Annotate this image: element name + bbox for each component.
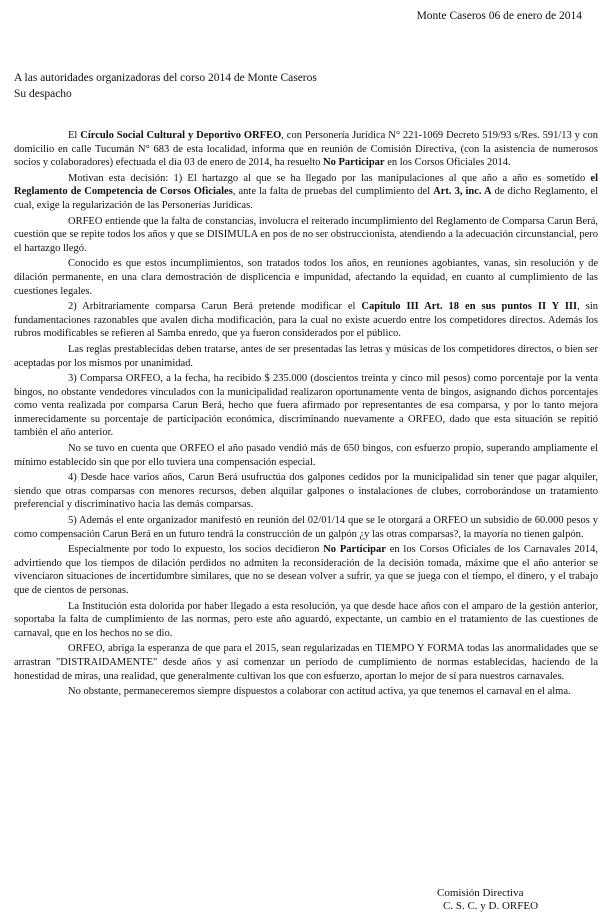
signature-block xyxy=(437,887,538,912)
paragraph-text: en los Corsos Oficiales de los Carnavales 2014, advirtiendo que los tiempos de dilación perdidos no admiten la reconsideración de la decisión tomada, máxime que el año anterior se vivenciaron situaciones de incertidumbre similares, que no se desean volver a sufrir, ya que se juega con el tiempo, el dinero, y el trabajo que de cientos de personas. xyxy=(14,544,598,596)
signature-line-1: Comisión Directiva xyxy=(437,887,524,899)
paragraph-text: No obstante, permaneceremos siempre dispuestos a colaborar con actitud activa, ya que tenemos el carnaval en el alma. xyxy=(68,686,571,698)
signature-line-2: C. S. C. y D. ORFEO xyxy=(443,899,539,912)
paragraph-text: No se tuvo en cuenta que ORFEO el año pasado vendió más de 650 bingos, con esfuerzo propio, superando ampliamente el mínimo establecido sin que por ello tuviera una compensación especial. xyxy=(14,443,598,468)
paragraph-text: 5) Además el ente organizador manifestó en reunión del 02/01/14 que se le otorgará a ORFEO un subsidio de 60.000 pesos y como compensación Carun Berá en un futuro tendrá la construcción de un galpón ¿y las otras comparsas?, la mayoría no tienen galpón. xyxy=(14,515,598,540)
paragraph-text: , con Personería Jurídica N° 221-1069 Decreto 519/93 s/Res. 591/13 y con domicilio en calle Tucumán N° 683 de esta localidad, informa que en reunión de Comisión Directiva, (con la asistencia de numerosos socios y colaboradores) efectuada el día 03 de enero de 2014, ha resuelto xyxy=(14,130,598,169)
paragraph-text: La Institución esta dolorida por haber llegado a esta resolución, ya que desde hace años con el amparo de la gestión anterior, soportaba la falta de cumplimiento de las normas, pero este año aguardó, expectante, un cambio en el tratamiento de las cuestiones de carnaval, que en los hechos no se dio. xyxy=(14,600,598,639)
body-paragraph xyxy=(14,343,598,370)
emphasis-text: No Participar xyxy=(323,157,385,169)
body-paragraph xyxy=(14,129,598,170)
body-paragraph xyxy=(14,543,598,597)
body-paragraph xyxy=(14,372,598,440)
body-paragraph xyxy=(14,172,598,213)
emphasis-text: Círculo Social Cultural y Deportivo ORFEO xyxy=(80,130,282,141)
body-paragraph xyxy=(14,442,598,469)
body-paragraph xyxy=(14,257,598,298)
body-paragraph xyxy=(14,215,598,256)
letter-body xyxy=(14,129,598,701)
paragraph-text: Motivan esta decisión: 1) El hartazgo al que se ha llegado por las manipulaciones al que año a año es sometido xyxy=(68,172,591,184)
paragraph-text: Las reglas prestablecidas deben tratarse, antes de ser presentadas las letras y músicas de los competidores directos, o bien ser aceptadas por los mismos por unanimidad. xyxy=(14,343,598,369)
paragraph-text: 4) Desde hace varios años, Carun Berá usufructúa dos galpones cedidos por la municipalidad sin tener que pagar alquiler, siendo que otras comparsas con menores recursos, deben alquilar galpones o instalaciones de clubes, corroborándose un tratamiento preferencial y discriminativo hacia las demás comparsas. xyxy=(14,472,598,511)
paragraph-text: ORFEO, abriga la esperanza de que para el 2015, sean regularizadas en TIEMPO Y FORMA todas las anormalidades que se arrastran "DISTRAIDAMENTE" desde años y así comenzar un período de cumplimiento de normas establecidas, haciendo de la honestidad de miras, una realidad, que generalmente cultivan los que con esfuerzo, aportan lo mejor de sí para nuestros carnavales. xyxy=(14,643,598,682)
paragraph-text: Especialmente por todo lo expuesto, los socios decidieron xyxy=(68,544,324,556)
paragraph-text: ORFEO entiende que la falta de constancias, involucra el reiterado incumplimiento del Reglamento de Comparsa Carun Berá, cuestión que se repite todos los años y que se DISIMULA en pos de no ser obstruccionista, atendiendo a la adecuación circunstancial, pero el hartazgo llegó. xyxy=(14,215,598,254)
paragraph-text: de dicho Reglamento, el cual, exige la regularización de las Personerías Jurídicas. xyxy=(14,186,599,211)
emphasis-text: Capítulo III Art. 18 en sus puntos II Y III xyxy=(361,301,578,313)
paragraph-text: El xyxy=(68,130,81,141)
paragraph-text: , sin fundamentaciones razonables que avalen dicha modificación, para la cual no existe acuerdo entre los competidores directos. Además los rubros modificables se refieren al Samba enredo, que ya fueron considerados por el público. xyxy=(14,301,598,340)
paragraph-text: Conocido es que estos incumplimientos, son tratados todos los años, en reuniones agobiantes, vanas, sin resolución y de dilación permanente, en una clara demostración de displicencia e impunidad, afectando la equidad, en cuanto al cumplimiento de las cuestiones legales. xyxy=(14,258,598,297)
paragraph-text: , ante la falta de pruebas del cumplimiento del xyxy=(232,186,434,198)
emphasis-text: el Reglamento de Competencia de Corsos Oficiales xyxy=(14,172,598,198)
body-paragraph xyxy=(14,642,598,683)
body-paragraph xyxy=(14,685,598,699)
paragraph-text: en los Corsos Oficiales 2014. xyxy=(384,157,511,169)
addressee-block xyxy=(14,70,317,102)
addressee-salutation: Su despacho xyxy=(14,88,72,100)
body-paragraph xyxy=(14,471,598,512)
addressee-line: A las autoridades organizadoras del corso 2014 de Monte Caseros xyxy=(14,72,317,84)
emphasis-text: Art. 3, inc. A xyxy=(433,186,492,198)
body-paragraph xyxy=(14,514,598,541)
body-paragraph xyxy=(14,600,598,641)
paragraph-text: 3) Comparsa ORFEO, a la fecha, ha recibido $ 235.000 (doscientos treinta y cinco mil pesos) como porcentaje por la venta bingos, no obstante vendedores vinculados con la municipalidad realizaron oportunamente venta de bingos, asignando dichos porcentajes como venta realizada por comparsa Carun Berá, hecho que fuera afirmado por representantes de esa comparsa, y por lo tanto mejora inmerecidamente su porcentaje de participación económica, discriminando nuevamente a ORFEO, dado que esta situación se repitió también el año anterior. xyxy=(14,373,598,439)
letter-date: Monte Caseros 06 de enero de 2014 xyxy=(416,10,582,22)
emphasis-text: No Participar xyxy=(323,544,386,556)
body-paragraph xyxy=(14,300,598,341)
paragraph-text: 2) Arbitrariamente comparsa Carun Berá pretende modificar el xyxy=(68,301,362,313)
